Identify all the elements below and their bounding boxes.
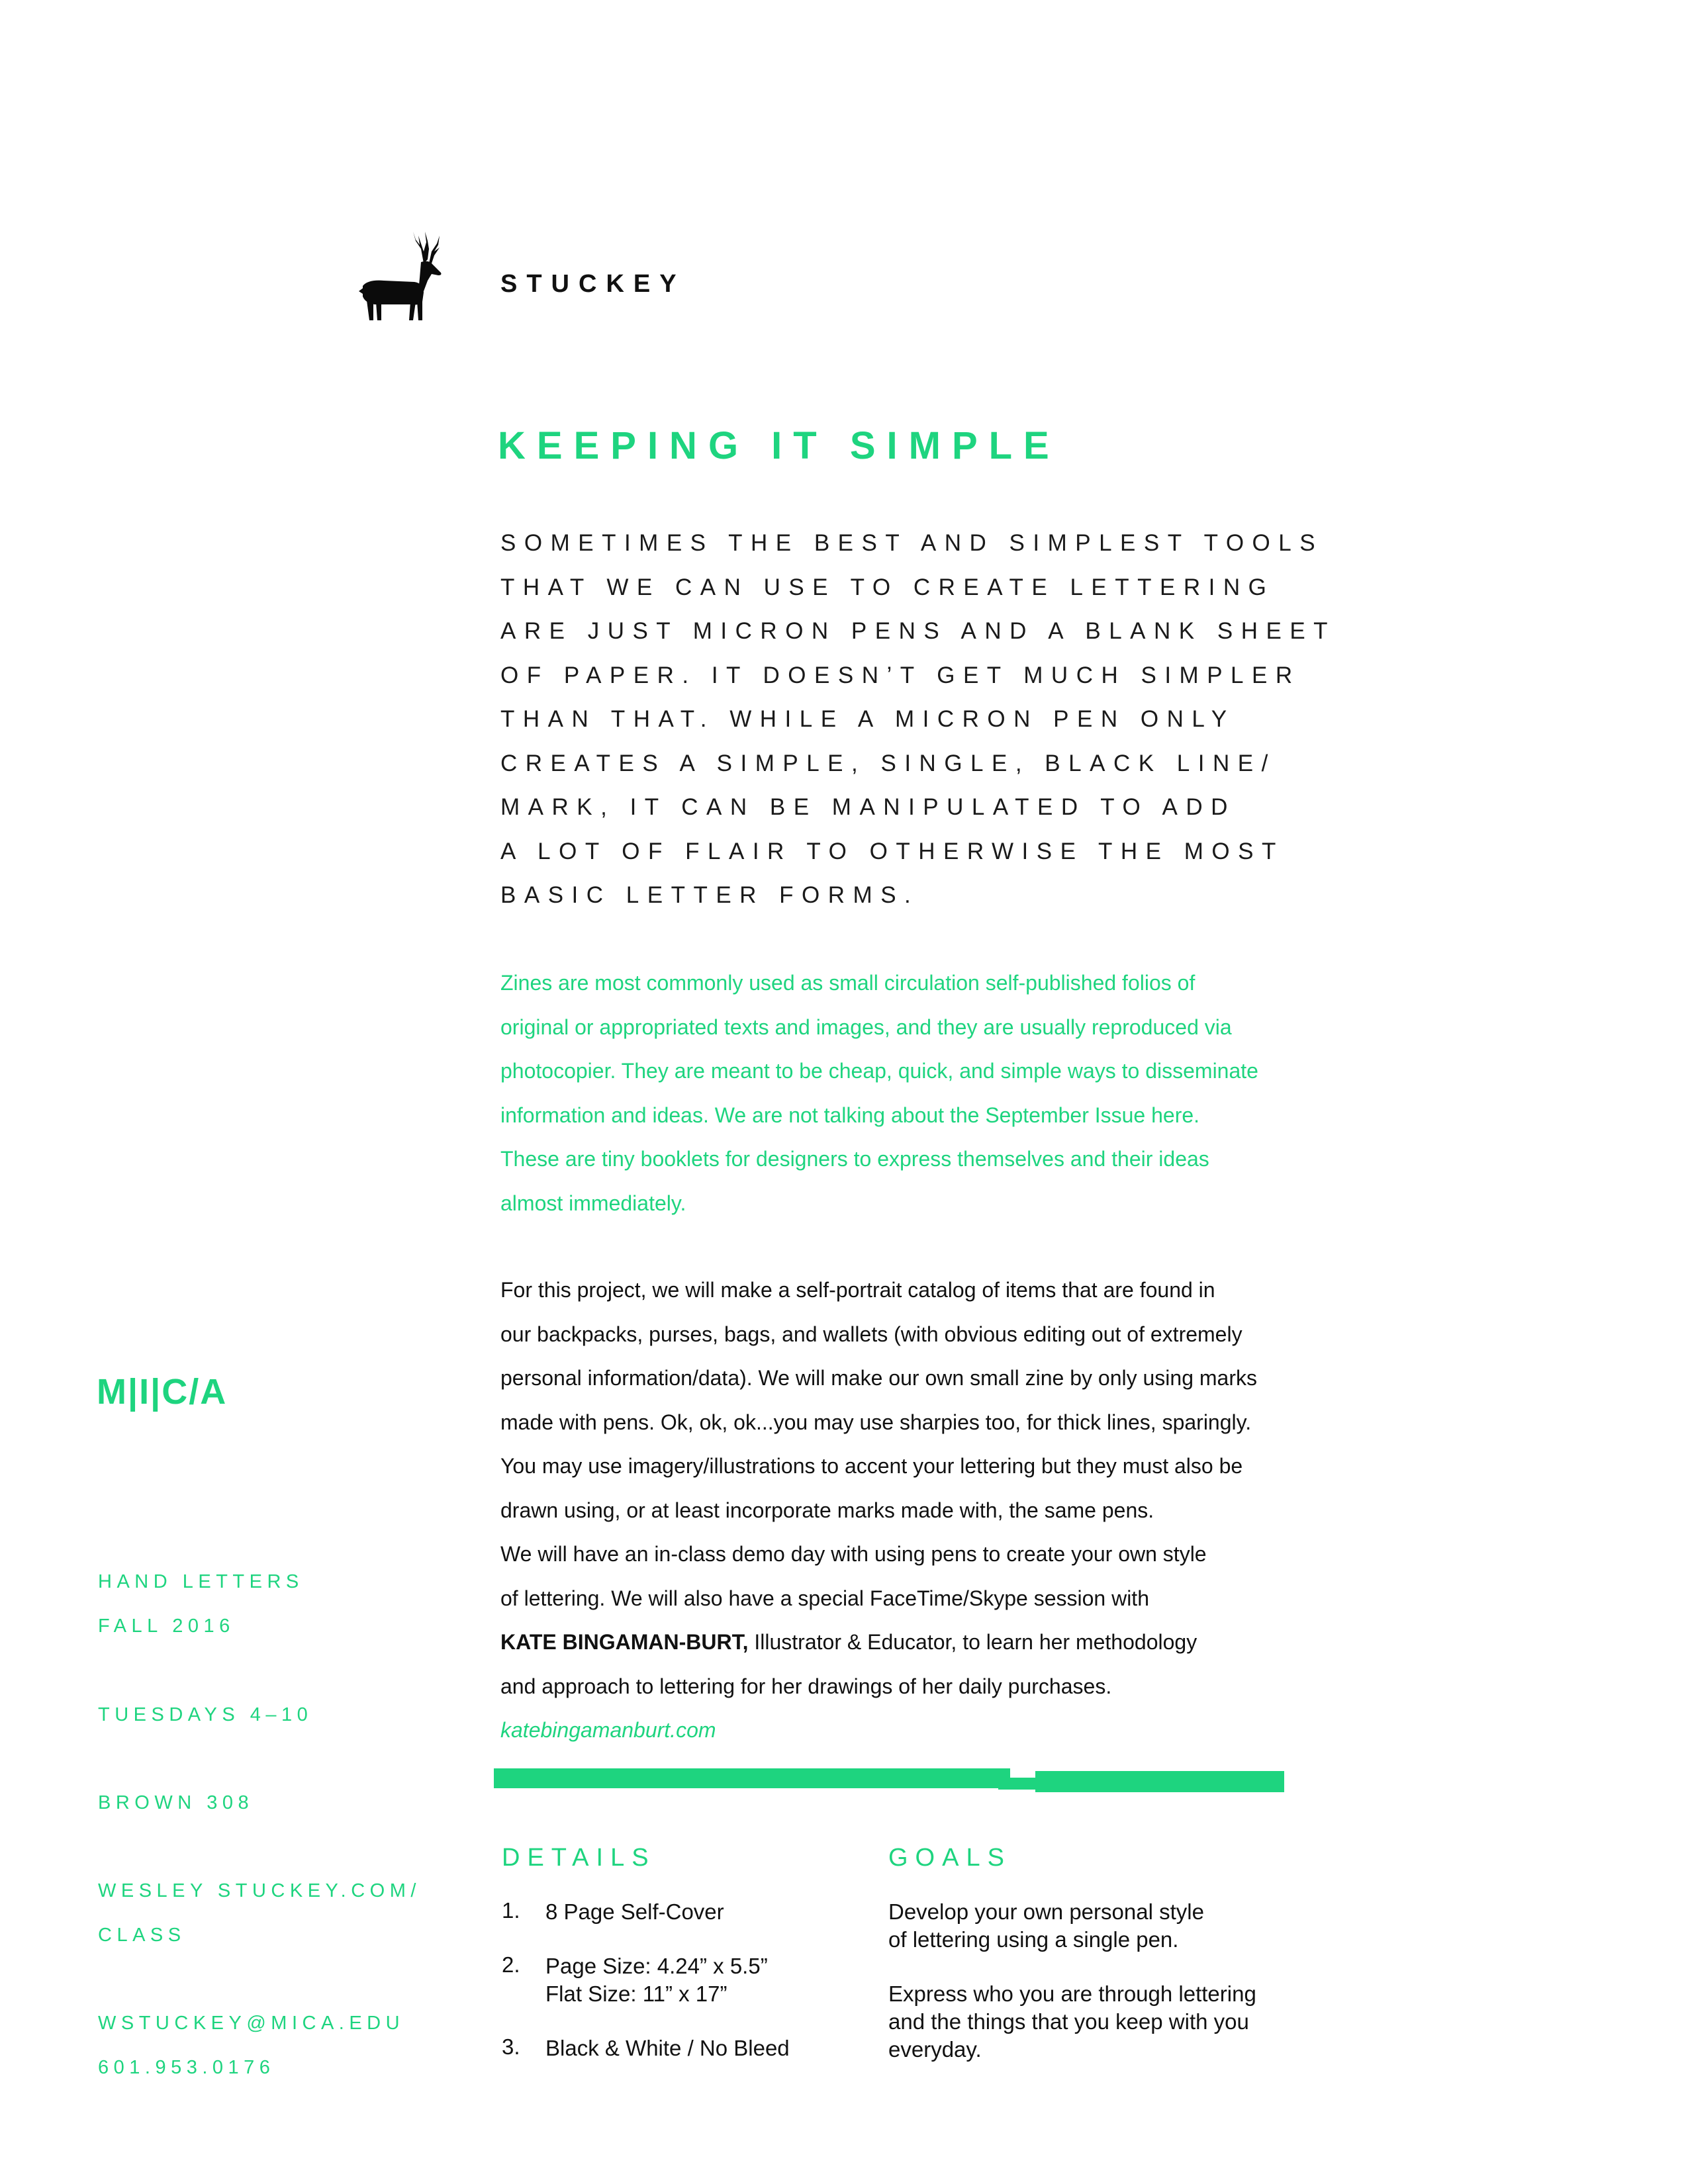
goals-heading: GOALS [888, 1844, 1011, 1872]
details-heading: DETAILS [502, 1844, 656, 1872]
intro-line: OF PAPER. IT DOESN’T GET MUCH SIMPLER [500, 662, 1301, 688]
page-title: KEEPING IT SIMPLE [498, 424, 1060, 467]
guest-website-text[interactable]: katebingamanburt.com [500, 1718, 716, 1742]
details-item-number: 2. [502, 1952, 520, 1977]
project-paragraph [500, 1268, 1321, 1752]
intro-line: CREATES A SIMPLE, SINGLE, BLACK LINE/ [500, 750, 1276, 776]
divider-bar [494, 1768, 1010, 1788]
guest-website-link[interactable] [500, 1708, 1321, 1752]
details-item-number: 3. [502, 2034, 520, 2059]
intro-line: SOMETIMES THE BEST AND SIMPLEST TOOLS [500, 530, 1324, 556]
project-line: We will have an in-class demo day with using pens to create your own style [500, 1542, 1207, 1566]
goal-line: Develop your own personal style [888, 1899, 1204, 1924]
project-line: our backpacks, purses, bags, and wallets (with obvious editing out of extremely [500, 1322, 1243, 1346]
course-term: FALL 2016 [98, 1615, 235, 1637]
deer-icon [355, 222, 442, 322]
project-line: made with pens. Ok, ok, ok...you may use sharpies too, for thick lines, sparingly. [500, 1410, 1252, 1434]
goal-line: Express who you are through lettering [888, 1981, 1256, 2006]
project-line: of lettering. We will also have a special FaceTime/Skype session with [500, 1586, 1149, 1610]
website-link-line1[interactable]: WESLEY STUCKEY.COM/ [98, 1880, 421, 1901]
details-item-line: Page Size: 4.24” x 5.5” [545, 1954, 768, 1978]
course-schedule: TUESDAYS 4–10 [98, 1704, 313, 1725]
mica-logo: M|I|C/A [97, 1372, 228, 1412]
details-item-text: 8 Page Self-Cover [545, 1899, 724, 1924]
zines-line: Zines are most commonly used as small circulation self-published folios of [500, 971, 1196, 995]
intro-line: MARK, IT CAN BE MANIPULATED TO ADD [500, 794, 1236, 820]
course-name: HAND LETTERS [98, 1571, 304, 1592]
phone-number: 601.953.0176 [98, 2057, 275, 2078]
project-line: drawn using, or at least incorporate marks made with, the same pens. [500, 1498, 1154, 1522]
website-link-line2[interactable]: CLASS [98, 1925, 186, 1946]
zines-line: photocopier. They are meant to be cheap, quick, and simple ways to disseminate [500, 1059, 1258, 1083]
goal-item [888, 1980, 1286, 2064]
email-link[interactable]: WSTUCKEY@MICA.EDU [98, 2013, 405, 2034]
intro-line: THAT WE CAN USE TO CREATE LETTERING [500, 574, 1275, 600]
zines-line: original or appropriated texts and images, and they are usually reproduced via [500, 1015, 1232, 1039]
project-line: For this project, we will make a self-portrait catalog of items that are found in [500, 1278, 1215, 1302]
goal-line: of lettering using a single pen. [888, 1927, 1179, 1952]
goal-line: everyday. [888, 2037, 982, 2062]
zines-paragraph [500, 961, 1321, 1225]
project-line: You may use imagery/illustrations to accent your lettering but they must also be [500, 1454, 1243, 1478]
zines-line: These are tiny booklets for designers to express themselves and their ideas [500, 1147, 1209, 1171]
details-item-line: Flat Size: 11” x 17” [545, 1981, 727, 2006]
intro-line: ARE JUST MICRON PENS AND A BLANK SHEET [500, 618, 1336, 644]
intro-line: THAN THAT. WHILE A MICRON PEN ONLY [500, 706, 1235, 732]
project-guest-line [500, 1620, 1321, 1664]
guest-description: Illustrator & Educator, to learn her methodology [748, 1630, 1197, 1654]
details-item-text: Black & White / No Bleed [545, 2036, 790, 2060]
divider-bar [1035, 1771, 1284, 1792]
brand-name: STUCKEY [500, 270, 686, 298]
project-line: and approach to lettering for her drawings of her daily purchases. [500, 1674, 1112, 1698]
course-room: BROWN 308 [98, 1792, 254, 1813]
zines-line: almost immediately. [500, 1191, 686, 1215]
goal-line: and the things that you keep with you [888, 2009, 1249, 2034]
details-item-text [545, 1952, 768, 2008]
intro-paragraph [500, 522, 1336, 918]
details-item-number: 1. [502, 1898, 520, 1923]
guest-name: KATE BINGAMAN-BURT, [500, 1630, 749, 1654]
intro-line: BASIC LETTER FORMS. [500, 882, 919, 908]
intro-line: A LOT OF FLAIR TO OTHERWISE THE MOST [500, 838, 1284, 864]
goal-item [888, 1898, 1286, 1954]
project-line: personal information/data). We will make our own small zine by only using marks [500, 1366, 1257, 1390]
zines-line: information and ideas. We are not talking about the September Issue here. [500, 1103, 1200, 1127]
